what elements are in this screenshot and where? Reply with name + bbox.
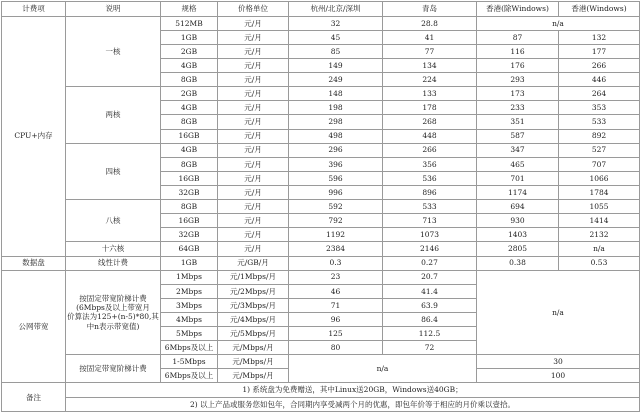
price-hangzhou: 46: [289, 284, 383, 298]
price-hangzhou: 996: [289, 185, 383, 199]
price-hangzhou: 80: [289, 341, 383, 355]
unit-cell: 元/月: [218, 143, 289, 157]
spec-cell: 4GB: [161, 143, 218, 157]
unit-cell: 元/Mbps/月: [218, 341, 289, 355]
price-hongkong-windows: 892: [559, 129, 640, 143]
spec-cell: 2GB: [161, 87, 218, 101]
price-qingdao: 266: [383, 143, 477, 157]
unit-cell: 元/月: [218, 214, 289, 228]
price-qingdao: 0.27: [383, 256, 477, 270]
price-hongkong-windows: 527: [559, 143, 640, 157]
price-qingdao: 72: [383, 341, 477, 355]
price-hangzhou: 85: [289, 44, 383, 58]
unit-cell: 元/月: [218, 58, 289, 72]
unit-cell: 元/Mbps/月: [218, 369, 289, 383]
table-row: [2, 143, 640, 157]
price-qingdao: 112.5: [383, 327, 477, 341]
header-hongkong-windows: 香港(Windows): [559, 2, 640, 17]
price-hangzhou: 96: [289, 312, 383, 326]
note-line-2: 2) 以上产品或服务您如包年，合同期内享受减两个月的优惠，即包年价等于相应的月价乘以壹拾。: [66, 397, 640, 411]
unit-cell: 元/月: [218, 115, 289, 129]
header-hangzhou-beijing-shenzhen: 杭州/北京/深圳: [289, 2, 383, 17]
price-hongkong-windows: 0.53: [559, 256, 640, 270]
price-qingdao: 896: [383, 185, 477, 199]
unit-cell: 元/4Mbps/月: [218, 312, 289, 326]
unit-cell: 元/1Mbps/月: [218, 270, 289, 284]
price-hangzhou: 296: [289, 143, 383, 157]
spec-cell: 16GB: [161, 129, 218, 143]
price-hangzhou: 592: [289, 200, 383, 214]
header-hongkong-non-windows: 香港(除Windows): [477, 2, 559, 17]
price-hangzhou: 71: [289, 298, 383, 312]
price-qingdao: 2146: [383, 242, 477, 256]
price-qingdao: 77: [383, 44, 477, 58]
bandwidth-step-description: 按固定带宽阶梯计费: [66, 355, 161, 383]
header-item: 计费项: [2, 2, 66, 17]
desc-line: 中n表示带宽值): [86, 321, 140, 331]
notes-row: [2, 397, 640, 411]
unit-cell: 元/月: [218, 87, 289, 101]
price-hongkong-windows: n/a: [559, 242, 640, 256]
price-hongkong: 694: [477, 200, 559, 214]
price-hangzhou: 396: [289, 157, 383, 171]
table-row: [2, 256, 640, 270]
spec-cell: 6Mbps及以上: [161, 369, 218, 383]
price-qingdao: 1073: [383, 228, 477, 242]
price-hangzhou: 23: [289, 270, 383, 284]
unit-cell: 元/月: [218, 171, 289, 185]
disk-description: 线性计费: [66, 256, 161, 270]
price-qingdao: 224: [383, 73, 477, 87]
price-hangzhou: 45: [289, 30, 383, 44]
price-hongkong: 587: [477, 129, 559, 143]
price-hongkong: 701: [477, 171, 559, 185]
unit-cell: 元/GB/月: [218, 256, 289, 270]
table-row: [2, 270, 640, 284]
spec-cell: 16GB: [161, 214, 218, 228]
price-qingdao: 86.4: [383, 312, 477, 326]
price-qingdao: 41: [383, 30, 477, 44]
spec-cell: 32GB: [161, 228, 218, 242]
price-qingdao: 536: [383, 171, 477, 185]
price-hongkong: 116: [477, 44, 559, 58]
spec-cell: 4GB: [161, 101, 218, 115]
note-line-1: 1) 系统盘为免费赠送，其中Linux送20GB，Windows送40GB；: [66, 383, 640, 397]
notes-row: [2, 383, 640, 397]
price-hongkong-windows: 353: [559, 101, 640, 115]
price-qingdao: 133: [383, 87, 477, 101]
price-qingdao: 268: [383, 115, 477, 129]
price-hongkong-windows: 132: [559, 30, 640, 44]
price-hongkong-windows: 1784: [559, 185, 640, 199]
price-hongkong-windows: 266: [559, 58, 640, 72]
spec-cell: 2GB: [161, 44, 218, 58]
spec-cell: 2Mbps: [161, 284, 218, 298]
price-qingdao: 63.9: [383, 298, 477, 312]
unit-cell: 元/月: [218, 157, 289, 171]
unit-cell: 元/月: [218, 73, 289, 87]
spec-cell: 4GB: [161, 58, 218, 72]
spec-cell: 512MB: [161, 16, 218, 30]
price-hangzhou: 249: [289, 73, 383, 87]
price-qingdao: 713: [383, 214, 477, 228]
desc-line: 按固定带宽阶梯计费: [79, 293, 147, 303]
price-hongkong: 1403: [477, 228, 559, 242]
price-hongkong: 930: [477, 214, 559, 228]
spec-cell: 8GB: [161, 115, 218, 129]
header-price-unit: 价格单位: [218, 2, 289, 17]
spec-cell: 3Mbps: [161, 298, 218, 312]
table-row: [2, 200, 640, 214]
price-hongkong: 87: [477, 30, 559, 44]
price-hongkong-windows: 1414: [559, 214, 640, 228]
unit-cell: 元/Mbps/月: [218, 355, 289, 369]
price-hongkong-windows: 446: [559, 73, 640, 87]
price-qingdao: 134: [383, 58, 477, 72]
header-spec: 规格: [161, 2, 218, 17]
price-hangzhou: 198: [289, 101, 383, 115]
price-hongkong: 30: [477, 355, 640, 369]
price-hongkong-windows: 1055: [559, 200, 640, 214]
bandwidth-fixed-description: [66, 270, 161, 355]
price-hongkong-na: n/a: [477, 16, 640, 30]
spec-cell: 6Mbps及以上: [161, 341, 218, 355]
price-mainland-na: n/a: [289, 355, 477, 383]
spec-cell: 8GB: [161, 200, 218, 214]
unit-cell: 元/月: [218, 228, 289, 242]
price-qingdao: 28.8: [383, 16, 477, 30]
price-qingdao: 356: [383, 157, 477, 171]
table-row: [2, 242, 640, 256]
spec-cell: 5Mbps: [161, 327, 218, 341]
price-hangzhou: 596: [289, 171, 383, 185]
price-hangzhou: 148: [289, 87, 383, 101]
unit-cell: 元/月: [218, 185, 289, 199]
price-hongkong-windows: 2132: [559, 228, 640, 242]
price-qingdao: 41.4: [383, 284, 477, 298]
unit-cell: 元/5Mbps/月: [218, 327, 289, 341]
unit-cell: 元/2Mbps/月: [218, 284, 289, 298]
unit-cell: 元/月: [218, 101, 289, 115]
unit-cell: 元/月: [218, 200, 289, 214]
spec-cell: 8GB: [161, 73, 218, 87]
price-hongkong-windows: 1066: [559, 171, 640, 185]
price-hongkong-windows: 707: [559, 157, 640, 171]
price-hongkong: 351: [477, 115, 559, 129]
price-qingdao: 533: [383, 200, 477, 214]
header-description: 说明: [66, 2, 161, 17]
price-hangzhou: 125: [289, 327, 383, 341]
table-row: [2, 16, 640, 30]
pricing-table: [1, 1, 640, 412]
price-qingdao: 178: [383, 101, 477, 115]
table-row: [2, 87, 640, 101]
category-public-bandwidth: 公网带宽: [2, 270, 66, 383]
spec-cell: 1GB: [161, 256, 218, 270]
group-sixteen-core: 十六核: [66, 242, 161, 256]
spec-cell: 1GB: [161, 30, 218, 44]
header-row: [2, 2, 640, 17]
unit-cell: 元/月: [218, 30, 289, 44]
price-hongkong: 173: [477, 87, 559, 101]
unit-cell: 元/月: [218, 44, 289, 58]
price-hangzhou: 792: [289, 214, 383, 228]
spec-cell: 1-5Mbps: [161, 355, 218, 369]
price-hangzhou: 149: [289, 58, 383, 72]
desc-line: (6Mbps及以上带宽月: [76, 303, 150, 313]
price-hongkong-na: n/a: [477, 270, 640, 355]
price-hongkong-windows: 264: [559, 87, 640, 101]
price-hongkong-windows: 533: [559, 115, 640, 129]
unit-cell: 元/月: [218, 129, 289, 143]
notes-label: 备注: [2, 383, 66, 412]
group-eight-core: 八核: [66, 200, 161, 242]
spec-cell: 32GB: [161, 185, 218, 199]
price-hangzhou: 2384: [289, 242, 383, 256]
price-hongkong: 347: [477, 143, 559, 157]
header-qingdao: 青岛: [383, 2, 477, 17]
price-hongkong: 293: [477, 73, 559, 87]
price-hangzhou: 498: [289, 129, 383, 143]
category-data-disk: 数据盘: [2, 256, 66, 270]
price-hongkong: 100: [477, 369, 640, 383]
spec-cell: 4Mbps: [161, 312, 218, 326]
table-row: [2, 355, 640, 369]
price-hongkong: 465: [477, 157, 559, 171]
price-qingdao: 20.7: [383, 270, 477, 284]
price-hongkong: 176: [477, 58, 559, 72]
unit-cell: 元/月: [218, 16, 289, 30]
price-hangzhou: 32: [289, 16, 383, 30]
price-hongkong: 0.38: [477, 256, 559, 270]
spec-cell: 8GB: [161, 157, 218, 171]
category-cpu-memory: CPU+内存: [2, 16, 66, 256]
price-hangzhou: 298: [289, 115, 383, 129]
spec-cell: 1Mbps: [161, 270, 218, 284]
group-two-core: 两核: [66, 87, 161, 143]
unit-cell: 元/月: [218, 242, 289, 256]
price-hongkong: 1174: [477, 185, 559, 199]
price-hongkong: 2805: [477, 242, 559, 256]
price-hongkong-windows: 177: [559, 44, 640, 58]
spec-cell: 16GB: [161, 171, 218, 185]
price-hongkong: 233: [477, 101, 559, 115]
unit-cell: 元/3Mbps/月: [218, 298, 289, 312]
price-qingdao: 448: [383, 129, 477, 143]
group-one-core: 一核: [66, 16, 161, 87]
price-hangzhou: 0.3: [289, 256, 383, 270]
price-hangzhou: 1192: [289, 228, 383, 242]
group-four-core: 四核: [66, 143, 161, 199]
spec-cell: 64GB: [161, 242, 218, 256]
desc-line: 价算法为125+(n-5)*80,其: [67, 312, 159, 322]
